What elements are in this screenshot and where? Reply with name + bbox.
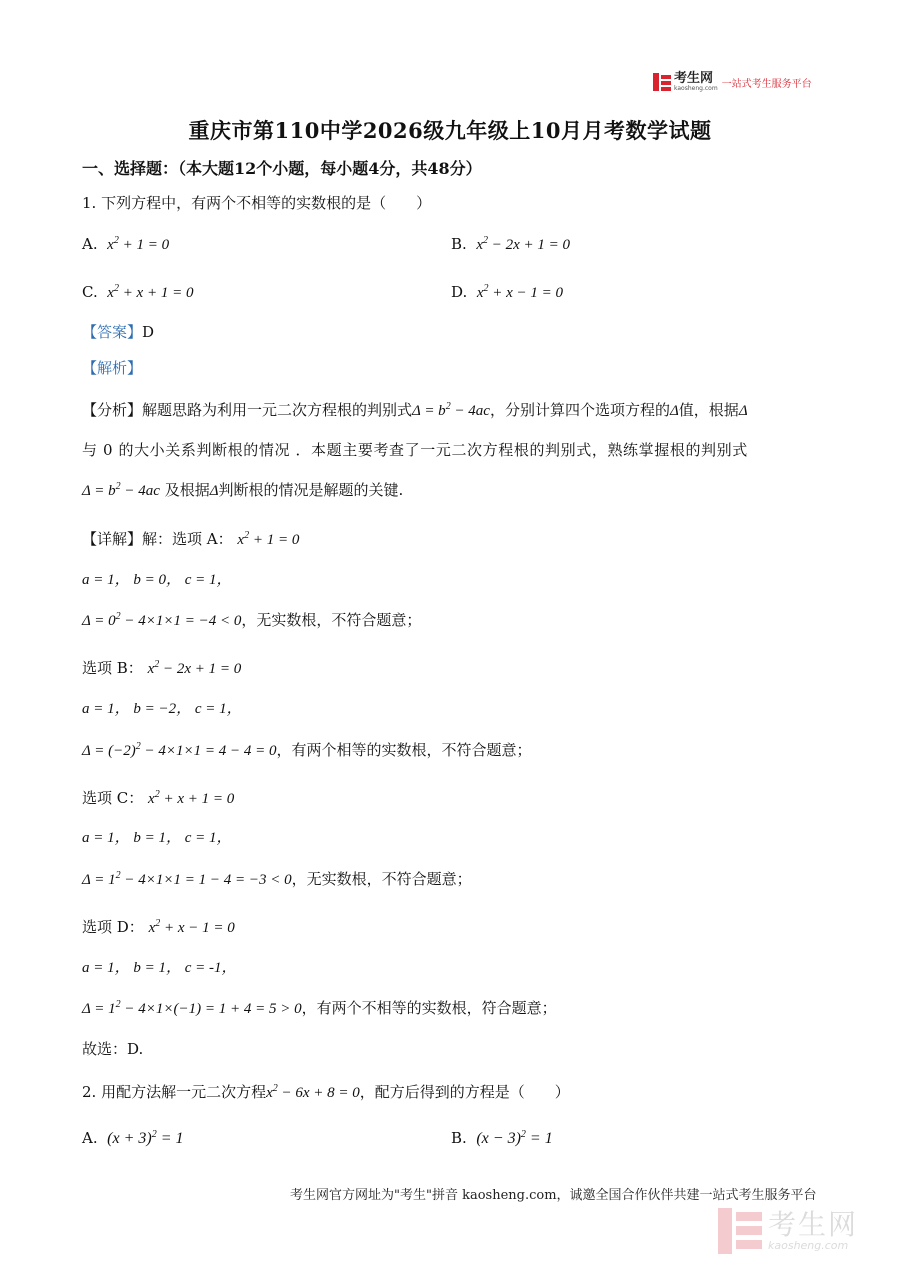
option-c-coefficients: a = 1， b = 1， c = 1， <box>82 830 232 846</box>
section-heading: 一、选择题：（本大题12个小题，每小题4分，共48分） <box>82 159 482 178</box>
option-b-discriminant: $\Delta = (-2)^2 - 4\times 1\times 1 = 4 - 4 = 0$，有两个相等的实数根，不符合题意； <box>82 741 532 759</box>
answer-tag: 【答案】 <box>82 323 143 341</box>
option-d-coefficients: a = 1， b = 1， c = -1， <box>82 960 237 976</box>
header-logo <box>653 72 812 92</box>
watermark: 考生网 kaosheng.com <box>718 1205 878 1257</box>
kaosheng-logo-icon <box>653 73 671 91</box>
option-b-label: 选项 B： $x^2 - 2x + 1 = 0$ <box>82 659 242 677</box>
brand-name: 考生网 kaosheng.com <box>674 70 718 92</box>
q1-option-c: C. $x^2 + x + 1 = 0$ <box>82 283 194 301</box>
q2-option-b: B. $(x - 3)^2 = 1$ <box>451 1129 553 1147</box>
analysis-line-2: 与 0 的大小关系判断根的情况 ．本题主要考查了一元二次方程根的判别式，熟练掌握根的判别式 <box>82 441 748 459</box>
option-c-discriminant: $\Delta = 1^2 - 4\times 1\times 1 = 1 - 4 = -3 < 0$，无实数根，不符合题意； <box>82 870 472 888</box>
q1-option-b: B. $x^2 - 2x + 1 = 0$ <box>451 235 571 253</box>
analysis-line-1: 【分析】解题思路为利用一元二次方程根的判别式$\Delta = b^2 - 4ac$，分别计算四个选项方程的Δ值，根据Δ <box>82 401 748 419</box>
option-a-coefficients: a = 1， b = 0， c = 1， <box>82 572 232 588</box>
analysis-line-3: $\Delta = b^2 - 4ac$ 及根据Δ判断根的情况是解题的关键. <box>82 481 404 499</box>
question-1-stem: 1. 下列方程中，有两个不相等的实数根的是（ ） <box>82 194 432 212</box>
analysis-tag: 【解析】 <box>82 359 143 377</box>
q1-conclusion: 故选：D. <box>82 1040 144 1058</box>
q1-option-d: D. $x^2 + x - 1 = 0$ <box>451 283 564 301</box>
option-a-discriminant: $\Delta = 0^2 - 4\times 1\times 1 = -4 < 0$，无实数根，不符合题意； <box>82 611 422 629</box>
option-d-discriminant: $\Delta = 1^2 - 4\times 1\times(-1) = 1 + 4 = 5 > 0$，有两个不相等的实数根，符合题意； <box>82 999 557 1017</box>
watermark-logo-icon <box>718 1208 762 1254</box>
q1-answer: 【答案】D <box>82 323 155 341</box>
brand-slogan: 一站式考生服务平台 <box>721 78 812 90</box>
detail-intro: 【详解】解：选项 A： $x^2 + 1 = 0$ <box>82 530 300 548</box>
q2-option-a: A. $(x + 3)^2 = 1$ <box>82 1129 184 1147</box>
option-c-label: 选项 C： $x^2 + x + 1 = 0$ <box>82 789 235 807</box>
option-b-coefficients: a = 1， b = −2， c = 1， <box>82 701 242 717</box>
option-d-label: 选项 D： $x^2 + x - 1 = 0$ <box>82 918 235 936</box>
page-footer: 考生网官方网址为"考生"拼音 kaosheng.com，诚邀全国合作伙伴共建一站式考生服务平台 <box>290 1188 817 1203</box>
page-title: 重庆市第110中学2026级九年级上10月月考数学试题 <box>188 118 712 143</box>
q1-option-a: A. $x^2 + 1 = 0$ <box>82 235 170 253</box>
question-2-stem: 2. 用配方法解一元二次方程$x^2 - 6x + 8 = 0$，配方后得到的方程是（ ） <box>82 1083 570 1101</box>
